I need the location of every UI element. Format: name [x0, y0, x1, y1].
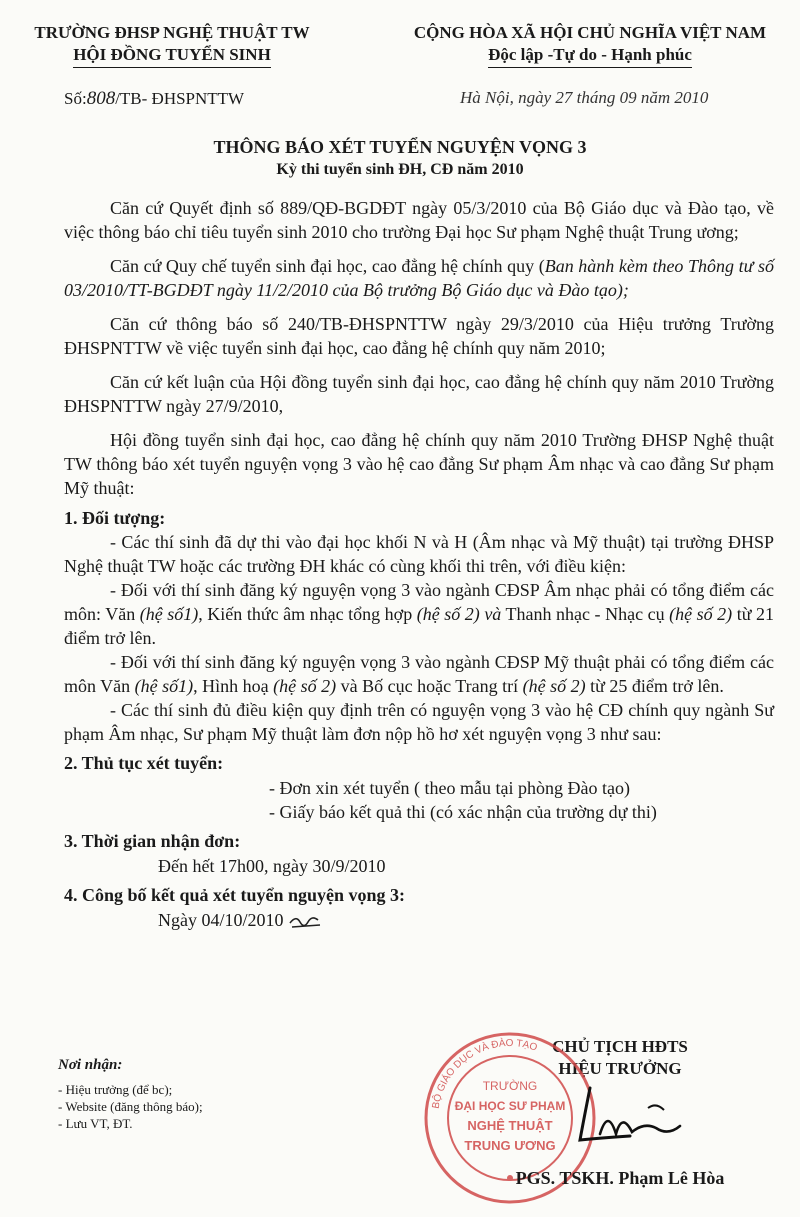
org-line1: TRƯỜNG ĐHSP NGHỆ THUẬT TW [34, 23, 310, 42]
section-2-heading: 2. Thủ tục xét tuyển: [64, 753, 224, 773]
date-year-label: năm [640, 88, 671, 107]
s1-item3-a: - Đối với thí sinh đăng ký nguyện vọng 3 vào ngành CĐSP Mỹ thuật phải có tổng điểm các môn Văn [64, 652, 774, 696]
s4-value-text: Ngày 04/10/2010 [158, 910, 284, 930]
s1-item2-c: , Kiến thức âm nhạc tổng hợp [198, 604, 417, 624]
s1-item3-d: (hệ số 2) [273, 676, 337, 696]
org-line2: HỘI ĐỒNG TUYỂN SINH [73, 44, 271, 68]
paragraph-1: Căn cứ Quyết định số 889/QĐ-BGDĐT ngày 05/3/2010 của Bộ Giáo dục và Đào tạo, về việc thông báo chỉ tiêu tuyển sinh 2010 cho trường Đại học Sư phạm Nghệ thuật Trung ương; [64, 198, 774, 242]
country-header [392, 22, 788, 68]
doc-number [64, 88, 244, 110]
stamp-line-3: NGHỆ THUẬT [467, 1118, 553, 1133]
section-1-heading: 1. Đối tượng: [64, 508, 166, 528]
date-year: 2010 [674, 88, 709, 107]
handwritten-signature [560, 1078, 690, 1158]
stamp-line-4: TRUNG ƯƠNG [464, 1138, 556, 1153]
doc-number-prefix: Số: [64, 89, 87, 108]
s1-item2-e: Thanh nhạc - Nhạc cụ [501, 604, 670, 624]
s1-item3-b: (hệ số1) [134, 676, 194, 696]
date-month-label: tháng [576, 88, 616, 107]
stamp-line-2: ĐẠI HỌC SƯ PHẠM [454, 1099, 566, 1113]
doc-number-value: 808 [86, 88, 116, 109]
s1-item2-a: - Đối với thí sinh đăng ký nguyện vọng 3 vào ngành CĐSP Âm nhạc phải có tổng điểm các môn: Văn [64, 580, 774, 624]
section-3-value: Đến hết 17h00, ngày 30/9/2010 [158, 856, 386, 876]
title-main: THÔNG BÁO XÉT TUYỂN NGUYỆN VỌNG 3 [213, 137, 587, 157]
paragraph-3: Căn cứ thông báo số 240/TB-ĐHSPNTTW ngày 29/3/2010 của Hiệu trưởng Trường ĐHSPNTTW về việc tuyển sinh đại học, cao đẳng hệ chính quy năm 2010; [64, 314, 774, 358]
doc-number-suffix: /TB- ĐHSPNTTW [115, 89, 245, 108]
paragraph-4: Căn cứ kết luận của Hội đồng tuyển sinh đại học, cao đẳng hệ chính quy năm 2010 Trường ĐHSPNTTW ngày 27/9/2010, [64, 372, 774, 416]
section-1-item-3 [64, 650, 774, 698]
signature-title-2: HIỆU TRƯỞNG [558, 1059, 682, 1078]
org-header [22, 22, 322, 68]
country-line2: Độc lập -Tự do - Hạnh phúc [488, 44, 692, 68]
paragraph-2-text: Căn cứ Quy chế tuyển sinh đại học, cao đẳng hệ chính quy ( [110, 256, 545, 276]
title-sub: Kỳ thi tuyển sinh ĐH, CĐ năm 2010 [276, 161, 524, 178]
section-4-value [64, 908, 774, 932]
s1-item3-c: , Hình hoạ [193, 676, 274, 696]
recipients-heading: Nơi nhận: [58, 1057, 123, 1073]
signature-title-1: CHỦ TỊCH HĐTS [552, 1037, 688, 1056]
stamp-line-1: TRƯỜNG [482, 1079, 538, 1093]
section-1-item-4: - Các thí sinh đủ điều kiện quy định trên có nguyện vọng 3 vào hệ CĐ chính quy ngành Sư phạm Âm nhạc, Sư phạm Mỹ thuật làm đơn nộp hồ hơ xét nguyện vọng 3 như sau: [64, 700, 774, 744]
s1-item2-b: (hệ số1) [139, 604, 199, 624]
document-body [64, 196, 774, 932]
section-3-heading: 3. Thời gian nhận đơn: [64, 831, 241, 851]
date-month: 09 [619, 88, 637, 107]
date-day: 27 [555, 88, 573, 107]
stamp-ring-text: BỘ GIÁO DỤC VÀ ĐÀO TẠO [430, 1037, 539, 1110]
place-date-prefix: Hà Nội, ngày [460, 88, 552, 107]
s1-item3-g: từ 25 điểm trở lên. [585, 676, 724, 696]
signer-name: PGS. TSKH. Phạm Lê Hòa [515, 1168, 725, 1188]
country-line1: CỘNG HÒA XÃ HỘI CHỦ NGHĨA VIỆT NAM [413, 23, 767, 42]
section-1-item-2 [64, 578, 774, 650]
recipients [58, 1055, 338, 1132]
paragraph-5: Hội đồng tuyển sinh đại học, cao đẳng hệ chính quy năm 2010 Trường ĐHSP Nghệ thuật TW thông báo xét tuyển nguyện vọng 3 vào hệ cao đẳng Sư phạm Âm nhạc và cao đẳng Sư phạm Mỹ thuật: [64, 430, 774, 498]
s1-item2-f: (hệ số 2) [669, 604, 733, 624]
s1-item2-d: (hệ số 2) và [416, 604, 502, 624]
s1-item3-e: và Bố cục hoặc Trang trí [336, 676, 523, 696]
section-1-item-1: - Các thí sinh đã dự thi vào đại học khối N và H (Âm nhạc và Mỹ thuật) tại trường ĐHSP Nghệ thuật TW hoặc các trường ĐH khác có cùng khối thi trên, với điều kiện: [64, 532, 774, 576]
recipient-item: - Hiệu trưởng (để bc); [58, 1082, 173, 1097]
section-2-item-2: - Giấy báo kết quả thi (có xác nhận của trường dự thi) [269, 802, 657, 822]
paragraph-2-italic: Ban hành kèm theo Thông tư số 03/2010/TT-BGDĐT ngày 11/2/2010 của Bộ trưởng Bộ Giáo dục và Đào tạo); [64, 256, 775, 300]
s1-item2-g: từ 21 điểm trở lên. [64, 604, 775, 648]
document-title [0, 135, 800, 181]
place-date [460, 88, 708, 108]
recipient-item: - Website (đăng thông báo); [58, 1099, 203, 1114]
initials-scribble [288, 914, 322, 930]
s1-item3-f: (hệ số 2) [522, 676, 586, 696]
recipient-item: - Lưu VT, ĐT. [58, 1116, 133, 1131]
paragraph-2 [64, 254, 774, 302]
section-4-heading: 4. Công bố kết quả xét tuyển nguyện vọng 3: [64, 885, 406, 905]
section-2-item-1: - Đơn xin xét tuyển ( theo mẫu tại phòng Đào tạo) [269, 778, 630, 798]
